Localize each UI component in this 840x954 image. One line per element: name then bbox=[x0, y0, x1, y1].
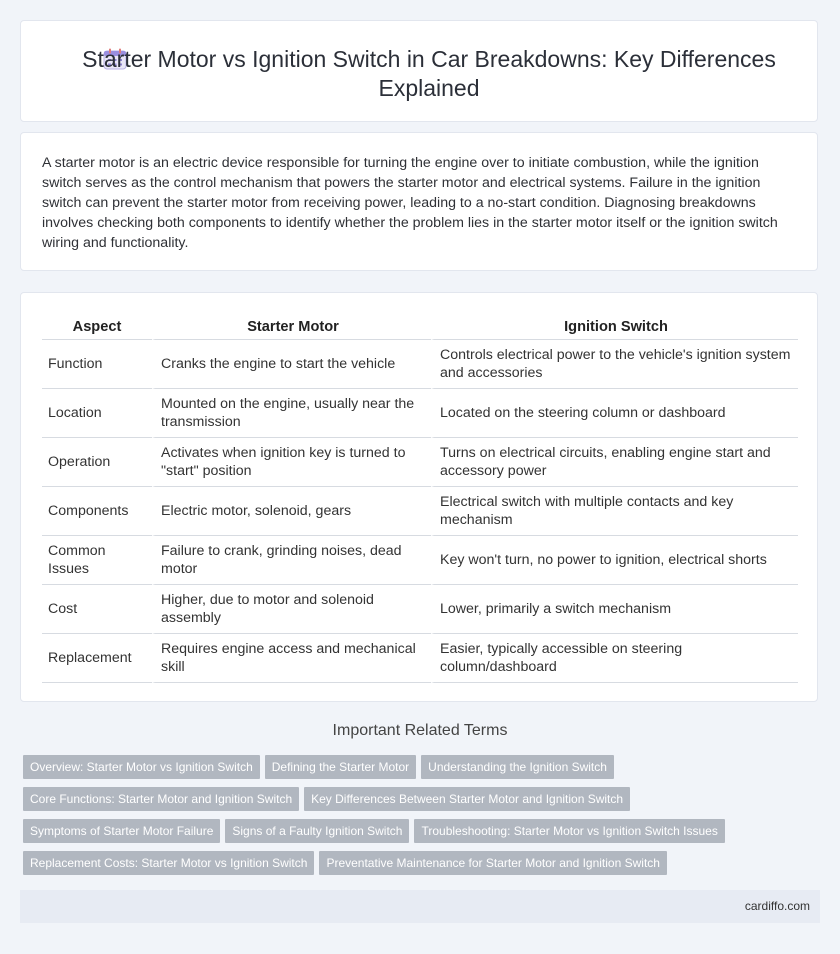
related-term-tag[interactable]: Preventative Maintenance for Starter Motor and Ignition Switch bbox=[319, 851, 667, 875]
table-row bbox=[42, 536, 798, 585]
table-row bbox=[42, 585, 798, 634]
cell-ignition-switch: Key won't turn, no power to ignition, electrical shorts bbox=[431, 536, 798, 585]
table-row bbox=[42, 634, 798, 683]
related-term-tag[interactable]: Defining the Starter Motor bbox=[265, 755, 416, 779]
page-title: Starter Motor vs Ignition Switch in Car Breakdowns: Key Differences Explained bbox=[82, 46, 776, 101]
related-term-tag[interactable]: Troubleshooting: Starter Motor vs Ignition Switch Issues bbox=[414, 819, 724, 843]
related-terms-list bbox=[23, 755, 823, 883]
intro-card bbox=[20, 132, 818, 271]
related-terms-title: Important Related Terms bbox=[332, 722, 508, 739]
related-term-tag[interactable]: Key Differences Between Starter Motor and Ignition Switch bbox=[304, 787, 630, 811]
cell-aspect: Cost bbox=[42, 585, 152, 634]
table-row bbox=[42, 487, 798, 536]
title-card bbox=[20, 20, 818, 122]
cell-ignition-switch: Turns on electrical circuits, enabling engine start and accessory power bbox=[431, 438, 798, 487]
footer bbox=[20, 890, 820, 923]
table-header-row bbox=[42, 315, 798, 340]
comparison-table bbox=[42, 315, 798, 683]
cell-aspect: Operation bbox=[42, 438, 152, 487]
related-term-tag[interactable]: Symptoms of Starter Motor Failure bbox=[23, 819, 220, 843]
cell-starter-motor: Requires engine access and mechanical skill bbox=[152, 634, 431, 683]
related-terms-row bbox=[23, 851, 823, 883]
cell-ignition-switch: Located on the steering column or dashboard bbox=[431, 389, 798, 438]
related-term-tag[interactable]: Core Functions: Starter Motor and Ignition Switch bbox=[23, 787, 299, 811]
cell-aspect: Function bbox=[42, 340, 152, 389]
related-term-tag[interactable]: Understanding the Ignition Switch bbox=[421, 755, 614, 779]
cell-aspect: Common Issues bbox=[42, 536, 152, 585]
related-term-tag[interactable]: Replacement Costs: Starter Motor vs Ignition Switch bbox=[23, 851, 314, 875]
cell-ignition-switch: Lower, primarily a switch mechanism bbox=[431, 585, 798, 634]
cell-aspect: Replacement bbox=[42, 634, 152, 683]
footer-site[interactable]: cardiffo.com bbox=[744, 899, 810, 913]
cell-starter-motor: Mounted on the engine, usually near the transmission bbox=[152, 389, 431, 438]
related-terms-row bbox=[23, 819, 823, 851]
table-row bbox=[42, 340, 798, 389]
cell-aspect: Location bbox=[42, 389, 152, 438]
cell-ignition-switch: Electrical switch with multiple contacts and key mechanism bbox=[431, 487, 798, 536]
header-aspect: Aspect bbox=[42, 315, 152, 340]
header-starter-motor: Starter Motor bbox=[152, 315, 431, 340]
cell-aspect: Components bbox=[42, 487, 152, 536]
header-ignition-switch: Ignition Switch bbox=[431, 315, 798, 340]
related-terms-row bbox=[23, 755, 823, 787]
cell-starter-motor: Cranks the engine to start the vehicle bbox=[152, 340, 431, 389]
comparison-card bbox=[20, 292, 818, 702]
related-term-tag[interactable]: Signs of a Faulty Ignition Switch bbox=[225, 819, 409, 843]
table-row bbox=[42, 389, 798, 438]
cell-ignition-switch: Controls electrical power to the vehicle's ignition system and accessories bbox=[431, 340, 798, 389]
related-term-tag[interactable]: Overview: Starter Motor vs Ignition Switch bbox=[23, 755, 260, 779]
cell-starter-motor: Higher, due to motor and solenoid assembly bbox=[152, 585, 431, 634]
cell-starter-motor: Activates when ignition key is turned to "start" position bbox=[152, 438, 431, 487]
related-terms-row bbox=[23, 787, 823, 819]
cell-ignition-switch: Easier, typically accessible on steering column/dashboard bbox=[431, 634, 798, 683]
table-row bbox=[42, 438, 798, 487]
cell-starter-motor: Failure to crank, grinding noises, dead motor bbox=[152, 536, 431, 585]
intro-paragraph: A starter motor is an electric device responsible for turning the engine over to initiate combustion, while the ignition switch serves as the control mechanism that powers the starter motor and electrical systems. Failure in the ignition switch can prevent the starter motor from receiving power, leading to a no-start condition. Diagnosing breakdowns involves checking both components to identify whether the problem lies in the starter motor itself or the ignition switch wiring and functionality. bbox=[42, 155, 778, 251]
cell-starter-motor: Electric motor, solenoid, gears bbox=[152, 487, 431, 536]
